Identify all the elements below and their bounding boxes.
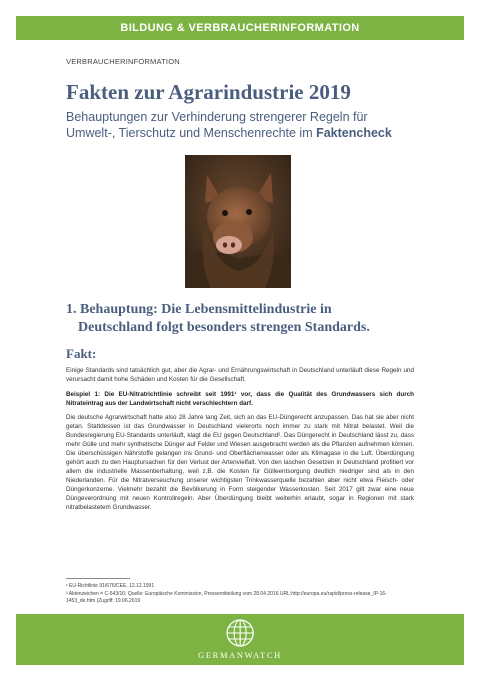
top-banner [16, 16, 464, 40]
document-subtitle [66, 109, 416, 141]
footnote-1: ¹ EU-Richtlinie 91/676/CEE, 12.12.1991 [66, 583, 155, 589]
logo-wordmark: GERMANWATCH [198, 650, 282, 660]
banner-text: BILDUNG & VERBRAUCHERINFORMATION [120, 22, 360, 34]
globe-icon [225, 618, 255, 648]
heading-line-1: 1. Behauptung: Die Lebensmittelindustrie in [66, 302, 332, 317]
document-label: VERBRAUCHERINFORMATION [66, 57, 180, 66]
paragraph-example: Beispiel 1: Die EU-Nitratrichtlinie schreibt seit 1991¹ vor, dass die Qualität des Grundwassers sich durch Nitrateintrag aus der Landwirtschaft nicht verschlechtern darf. [66, 391, 414, 407]
pig-image [185, 155, 291, 288]
pig-photo [185, 155, 291, 288]
paragraph-intro: Einige Standards sind tatsächlich gut, aber die Agrar- und Ernährungswirtschaft in Deutschland unterläuft diese Regeln und verursacht damit hohe Schäden und Kosten für die Gesellschaft. [66, 367, 414, 383]
footer-banner [16, 614, 464, 665]
subtitle-emphasis: Faktencheck [316, 126, 392, 140]
paragraph-body: Die deutsche Agrarwirtschaft hatte also 28 Jahre lang Zeit, sich an das EU-Düngerecht anzupassen. Das hat sie aber nicht getan. Stattdessen ist das Grundwasser in Deutschland vielerorts noch immer zu stark mit Nitrat belastet. Weil die Bundesregierung EU-Standards unterläuft, klagt die EU gegen Deutschland². Das Düngerecht in Deutschland lässt zu, dass mehr Gülle und mehr synthetische Dünger auf Felder und Wiesen ausgebracht werden als die Pflanzen aufnehmen können. Die überschüssigen Nährstoffe gelangen ins Grund- und Oberflächenwasser oder als Klimagase in die Luft. Überdüngung gehört auch zu den Hauptursachen für den Verlust der Artenvielfalt. Von den laschen Gesetzen in Deutschland profitiert vor allem die industrielle Massentierhaltung, weil z.B. die Kosten für Gülleentsorgung deutlich niedriger sind als in den Niederlanden. Für die Nitratverseuchung unserer wichtigsten Trinkwasserquelle bezahlen aber nicht etwa Fleisch- oder Düngerkonzerne. Vielmehr bezahlt die Bevölkerung in Form steigender Wasserkosten. Seit 2017 gilt zwar eine neue Düngeverordnung mit neuen Kontrollregeln. Aber Überdüngung bleibt weiterhin erlaubt, sogar in Regionen mit stark nitratbelastetem Grundwasser. [66, 414, 414, 511]
heading-line-2: Deutschland folgt besonders strengen Standards. [78, 320, 370, 335]
document-title: Fakten zur Agrarindustrie 2019 [66, 80, 351, 104]
fakt-heading: Fakt: [66, 346, 97, 361]
germanwatch-logo [198, 618, 282, 660]
section-heading [66, 301, 426, 337]
subtitle-text: Behauptungen zur Verhinderung strengerer Regeln für Umwelt-, Tierschutz und Menschenrechte im [66, 110, 368, 140]
footnote-2: ² Aktenzeichen = C-543/16; Quelle: Europäische Kommission, Pressemitteilung vom 28.04.2016 URL:http://europa.eu/rapid/press-release_IP-16-1453_de.htm (Zugriff: 19.06.2019 [66, 591, 387, 604]
footnote-divider [66, 578, 130, 579]
